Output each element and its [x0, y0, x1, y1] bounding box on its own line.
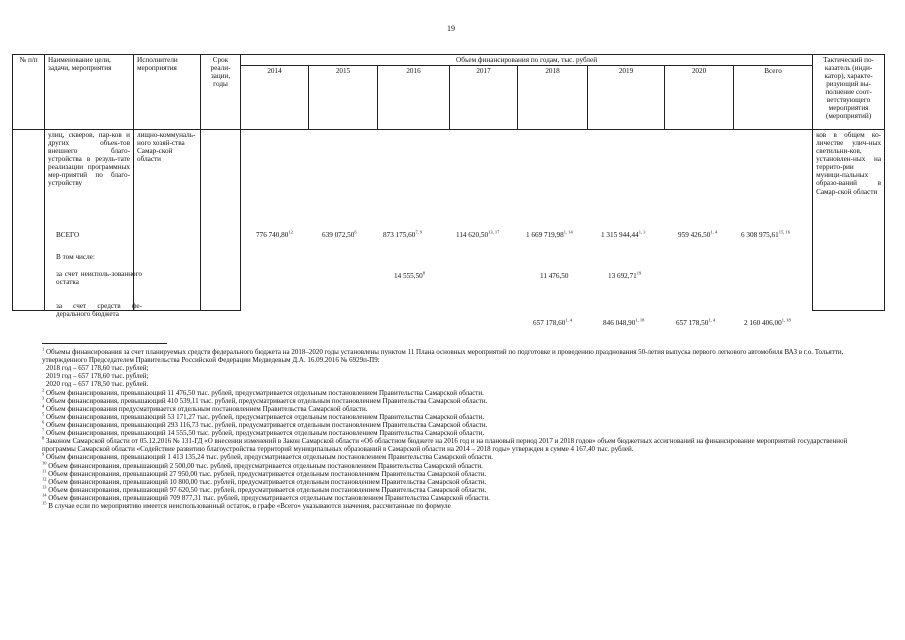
unused-2019: 13 692,71$^{19}$ — [608, 270, 642, 280]
header-year: 2016 — [378, 66, 450, 130]
header-year: 2018 — [518, 66, 588, 130]
header-year: 2017 — [450, 66, 518, 130]
header-total: Всего — [734, 66, 813, 130]
footnote: $^4$ Объем финансирования предусматривается отдельным постановлением Правительства Самарской области. — [42, 403, 368, 413]
footnote: $^2$ Объем финансирования, превышающий 11 476,50 тыс. рублей, предусматривается отдельным постановлением Правительства Самарской области. — [42, 387, 484, 397]
footnote: 2019 год – 657 178,60 тыс. рублей; — [46, 372, 149, 381]
footnote: $^{13}$ Объем финансирования, превышающий 97 620,50 тыс. рублей, предусматривается отдельным постановлением Правительства Самарской области. — [42, 484, 487, 494]
total-2017: 114 620,50$^{13, 17}$ — [456, 229, 500, 239]
goal-continuation: улиц, скверов, пар-ков и других объек-тов внешнего благо-устройства в резуль-тате реализации программных мер-приятий по благо-устройству — [45, 130, 134, 311]
indicator-continuation: ков в общем ко-личестве улич-ных светильни-ков, установлен-ных на террито-рии муници-пальных образо-ваний в Самар-ской области — [813, 130, 885, 311]
header-num: № п/п — [13, 55, 45, 130]
federal-total: 2 160 406,00$^{1, 18}$ — [744, 317, 791, 327]
header-goal: Наименование цели, задачи, мероприятия — [45, 55, 134, 130]
total-2015: 639 072,50$^6$ — [322, 229, 357, 239]
footnote: $^7$ Объем финансирования, превышающий 14 555,50 тыс. рублей, предусматривается отдельным постановлением Правительства Самарской области. — [42, 427, 485, 438]
total-label: ВСЕГО — [56, 231, 80, 239]
total-2019: 1 315 944,44$^{1, 3}$ — [601, 229, 646, 239]
footnote: $^5$ Объем финансирования, превышающий 53 171,27 тыс. рублей, предусматривается отдельным постановлением Правительства Самарской области. — [42, 411, 485, 421]
header-executors: Исполнители мероприятия — [134, 55, 201, 130]
header-term: Срок реали-зации, годы — [201, 55, 241, 130]
total-all: 6 308 975,61$^{15, 16}$ — [741, 229, 790, 239]
unused-2016: 14 555,50$^8$ — [394, 270, 425, 280]
unused-2018: 11 476,50 — [540, 272, 569, 280]
total-2020: 959 426,50$^{1, 4}$ — [678, 229, 718, 239]
total-2014: 776 740,80$^{12}$ — [256, 229, 293, 239]
page-number: 19 — [447, 24, 455, 33]
executor-continuation: лищно-коммуналь-ного хозяй-ства Самар-ской области — [134, 130, 201, 311]
footnote: 2020 год – 657 178,50 тыс. рублей. — [46, 380, 149, 389]
footnote: $^{15}$ В случае если по мероприятию имеется неиспользованный остаток, в графе «Всего» указываются значения, рассчитанные по формуле — [42, 500, 451, 511]
header-year: 2019 — [588, 66, 665, 130]
footnote: $^{10}$ Объем финансирования, превышающий 2 500,00 тыс. рублей, предусматривается отдельным постановлением Правительства Самарской области. — [42, 460, 483, 470]
federal-2018: 657 178,60$^{1, 4}$ — [533, 317, 573, 327]
federal-label: за счет средств фе-дерального бюджета — [56, 302, 142, 318]
footnote: $^1$ Объемы финансирования за счет планируемых средств федерального бюджета на 2018–2020 годы установлены пунктом 11 Плана основных мероприятий по подготовке и проведению празднования 50-летия выпуска первого легкового автомобиля ВАЗ в г.о. Тольятти, утвержденного Председателем Правительства Российской Федерации Медведевым Д.А. 16.09.2016 № 6929п-П9: — [42, 346, 844, 365]
header-year: 2014 — [241, 66, 309, 130]
federal-2020: 657 178,50$^{1, 4}$ — [676, 317, 716, 327]
footnote: $^3$ Объем финансирования, превышающий 410 539,11 тыс. рублей, предусматривается отдельным постановлением Правительства Самарской области. — [42, 395, 488, 405]
header-financing: Объем финансирования по годам, тыс. рублей — [241, 55, 813, 66]
footnotes — [42, 348, 872, 510]
footnote: $^{14}$ Объем финансирования, превышающий 709 877,31 тыс. рублей, предусматривается отдельным постановлением Правительства Самарской области. — [42, 492, 490, 502]
footnote: $^{11}$ Объем финансирования, превышающий 27 950,00 тыс. рублей, предусматривается отдельным постановлением Правительства Самарской области. — [42, 468, 487, 478]
total-2018: 1 669 719,98$^{1, 14}$ — [526, 229, 573, 239]
total-2016: 873 175,60$^{7, 9}$ — [383, 229, 423, 239]
header-year: 2020 — [665, 66, 734, 130]
financing-table — [12, 54, 885, 311]
footnote-separator — [42, 343, 167, 344]
footnote: $^{12}$ Объем финансирования, превышающий 10 800,00 тыс. рублей, предусматривается отдельным постановлением Правительства Самарской области. — [42, 476, 487, 486]
header-year: 2015 — [309, 66, 378, 130]
footnote: $^6$ Объем финансирования, превышающий 293 116,73 тыс. рублей, предусматривается отдельным постановлением Правительства Самарской области. — [42, 419, 488, 429]
including-label: В том числе: — [56, 253, 95, 261]
footnote: $^9$ Объем финансирования, превышающий 1 413 135,24 тыс. рублей, предусматривается отдельным постановлением Правительства Самарской области. — [42, 452, 493, 462]
footnote: 2018 год – 657 178,60 тыс. рублей; — [46, 364, 149, 373]
header-indicator: Тактический по-казатель (инди-катор), характе-ризующий вы-полнение соот-ветствующего мероприятия (мероприятий) — [813, 55, 885, 130]
unused-label: за счет неисполь-зованного остатка — [56, 270, 142, 286]
footnote: $^8$ Законом Самарской области от 05.12.2016 № 131-ГД «О внесении изменений в Закон Самарской области «Об областном бюджете на 2016 год и на плановый период 2017 и 2018 годов» объем бюджетных ассигнований на финансирование мероприятий государственной программы Самарской области «Содействие развитию благоустройства территорий муниципальных образований в Самарской области на 2014 – 2018 годы» утвержден в сумме 4 167,40 тыс. рублей. — [42, 435, 848, 454]
federal-2019: 846 048,90$^{1, 18}$ — [603, 317, 645, 327]
